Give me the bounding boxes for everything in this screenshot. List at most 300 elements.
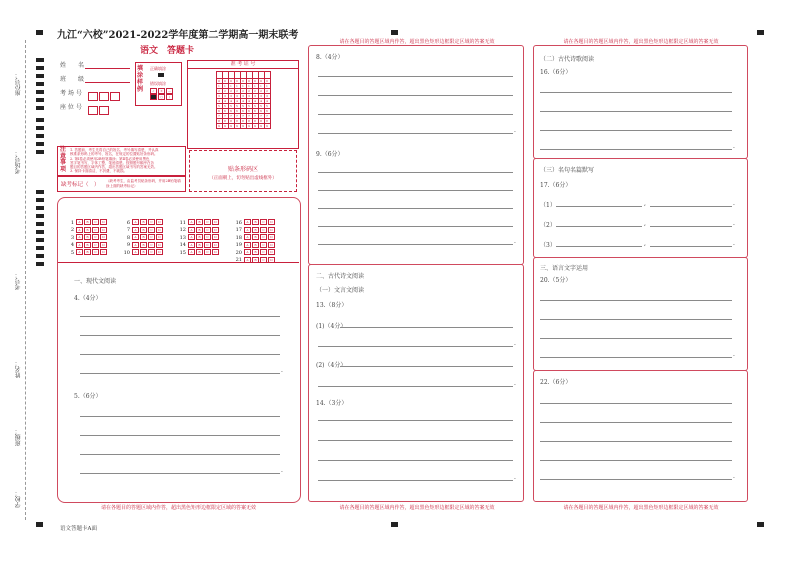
- answer-line[interactable]: [540, 403, 732, 404]
- mc-option-bubble[interactable]: D: [100, 227, 107, 233]
- q9-label: 9.（6分）: [316, 151, 344, 158]
- mc-option-bubble[interactable]: D: [268, 257, 275, 263]
- answer-line[interactable]: [540, 300, 732, 301]
- line-end-period: .: [514, 380, 516, 387]
- mc-question-row[interactable]: [234, 227, 276, 234]
- q13-1-label: (1)（4分）: [316, 323, 347, 330]
- mc-option-bubble[interactable]: C: [92, 242, 99, 248]
- blank-period: .: [733, 200, 735, 207]
- mc-option-bubble[interactable]: A: [188, 249, 195, 255]
- ticket-digit-bubble[interactable]: 6: [258, 109, 264, 114]
- mc-option-bubble[interactable]: A: [76, 219, 83, 225]
- timing-mark: [36, 126, 44, 130]
- ticket-digit-bubble[interactable]: 8: [222, 119, 228, 124]
- mc-option-bubble[interactable]: D: [212, 249, 219, 255]
- footer-label: 语文答题卡A面: [60, 526, 97, 532]
- ticket-digit-bubble[interactable]: 2: [222, 89, 228, 94]
- ticket-digit-bubble[interactable]: 1: [246, 84, 252, 89]
- correct-fill-label: 正确填涂: [150, 66, 166, 71]
- class-label: 班级：: [15, 428, 22, 446]
- ticket-digit-bubble[interactable]: 6: [216, 109, 222, 114]
- ticket-digit-bubble[interactable]: 5: [216, 104, 222, 109]
- mc-divider: [58, 262, 299, 263]
- mc-option-bubble[interactable]: C: [260, 227, 267, 233]
- answer-line[interactable]: [318, 95, 513, 96]
- ticket-digit-bubble[interactable]: 7: [234, 114, 240, 119]
- answer-line[interactable]: [540, 149, 732, 150]
- mc-option-bubble[interactable]: C: [92, 234, 99, 240]
- ticket-digit-bubble[interactable]: 6: [228, 109, 234, 114]
- ticket-digit-bubble[interactable]: 7: [264, 114, 270, 119]
- wrong-fill-marks: ✓ ✕ — ○ /: [150, 88, 174, 100]
- ticket-digit-bubble[interactable]: 2: [258, 89, 264, 94]
- ticket-digit-bubble[interactable]: 7: [258, 114, 264, 119]
- ticket-digit-bubble[interactable]: 3: [258, 94, 264, 99]
- ticket-digit-bubble[interactable]: 0: [234, 79, 240, 84]
- ticket-digit-bubble[interactable]: 5: [258, 104, 264, 109]
- answer-line[interactable]: [650, 226, 732, 227]
- mc-option-bubble[interactable]: A: [132, 242, 139, 248]
- answer-line[interactable]: [540, 338, 732, 339]
- ticket-digit-bubble[interactable]: 1: [222, 84, 228, 89]
- blank-period: .: [733, 220, 735, 227]
- ticket-digit-bubble[interactable]: 0: [246, 79, 252, 84]
- notes-line: 题目的答题区域内作答，超出答题区域书写的答案无效。: [70, 165, 158, 170]
- mc-option-bubble[interactable]: C: [148, 249, 155, 255]
- ticket-digit-bubble[interactable]: 1: [252, 84, 258, 89]
- mc-question-row[interactable]: [178, 234, 220, 241]
- ticket-digit-bubble[interactable]: 8: [234, 119, 240, 124]
- q14-label: 14.（3分）: [316, 400, 348, 407]
- answer-line[interactable]: [80, 454, 280, 455]
- ticket-digit-bubble[interactable]: 2: [228, 89, 234, 94]
- ticket-digit-bubble[interactable]: 7: [240, 114, 246, 119]
- mc-option-bubble[interactable]: D: [268, 219, 275, 225]
- ticket-digit-bubble[interactable]: 7: [228, 114, 234, 119]
- ticket-digit-bubble[interactable]: 7: [246, 114, 252, 119]
- timing-mark: [36, 142, 44, 146]
- ticket-digit-bubble[interactable]: 8: [228, 119, 234, 124]
- answer-line[interactable]: [540, 479, 732, 480]
- answer-line[interactable]: [318, 244, 513, 245]
- answer-line[interactable]: [318, 114, 513, 115]
- mc-option-bubble[interactable]: B: [196, 227, 203, 233]
- ticket-digit-bubble[interactable]: 2: [240, 89, 246, 94]
- ticket-digit-bubble[interactable]: 7: [252, 114, 258, 119]
- ticket-digit-bubble[interactable]: 0: [240, 79, 246, 84]
- mc-question-number: 11: [179, 219, 186, 226]
- answer-line[interactable]: [318, 420, 513, 421]
- mc-option-bubble[interactable]: D: [268, 242, 275, 248]
- notes-text: [70, 148, 158, 174]
- ticket-digit-bubble[interactable]: 8: [246, 119, 252, 124]
- ticket-number-label: 准 考 证 号: [188, 61, 298, 69]
- mc-question-row[interactable]: [234, 219, 276, 226]
- timing-mark: [36, 106, 44, 110]
- mc-option-bubble[interactable]: B: [196, 234, 203, 240]
- mc-option-bubble[interactable]: C: [148, 234, 155, 240]
- ticket-digit-bubble[interactable]: 8: [240, 119, 246, 124]
- answer-line[interactable]: [318, 226, 513, 227]
- ticket-digit-bubble[interactable]: 1: [258, 84, 264, 89]
- answer-line[interactable]: [540, 357, 732, 358]
- mc-option-bubble[interactable]: A: [76, 234, 83, 240]
- ticket-digit-bubble[interactable]: 9: [246, 124, 252, 129]
- ticket-digit-bubble[interactable]: 6: [240, 109, 246, 114]
- mc-option-bubble[interactable]: A: [188, 227, 195, 233]
- ticket-digit-bubble[interactable]: 3: [240, 94, 246, 99]
- notes-line: 1. 答题前，考生先将自己的姓名、考号填写清楚，并认真: [70, 148, 159, 152]
- ticket-digit-bubble[interactable]: 0: [252, 79, 258, 84]
- ticket-digit-bubble[interactable]: 0: [258, 79, 264, 84]
- ticket-digit-bubble[interactable]: 2: [234, 89, 240, 94]
- corner-marker-top-middle: [391, 30, 398, 35]
- mc-question-row[interactable]: [234, 242, 276, 249]
- mc-option-bubble[interactable]: C: [92, 227, 99, 233]
- ticket-digit-bubble[interactable]: 5: [264, 104, 270, 109]
- ticket-digit-bubble[interactable]: 4: [246, 99, 252, 104]
- ticket-digit-bubble[interactable]: 6: [234, 109, 240, 114]
- mc-question-row[interactable]: [178, 227, 220, 234]
- ticket-digit-bubble[interactable]: 9: [222, 124, 228, 129]
- line-end-period: .: [514, 238, 516, 245]
- mc-option-bubble[interactable]: A: [244, 234, 251, 240]
- mc-option-bubble[interactable]: B: [252, 234, 259, 240]
- mc-option-bubble[interactable]: D: [212, 234, 219, 240]
- mc-option-bubble[interactable]: C: [92, 219, 99, 225]
- mc-option-bubble[interactable]: D: [156, 234, 163, 240]
- mc-option-bubble[interactable]: C: [260, 249, 267, 255]
- ticket-digit-bubble[interactable]: 8: [216, 119, 222, 124]
- ticket-digit-bubble[interactable]: 9: [216, 124, 222, 129]
- mc-option-bubble[interactable]: A: [244, 249, 251, 255]
- mc-option-bubble[interactable]: D: [156, 227, 163, 233]
- info-seat-label: 座 位 号: [60, 104, 82, 111]
- timing-mark: [36, 58, 44, 62]
- mc-question-row[interactable]: [234, 234, 276, 241]
- blank1-label: （1）: [540, 202, 556, 209]
- ticket-digit-bubble[interactable]: 4: [216, 99, 222, 104]
- ticket-digit-bubble[interactable]: 2: [264, 89, 270, 94]
- mc-option-bubble[interactable]: D: [100, 242, 107, 248]
- mc-option-bubble[interactable]: B: [252, 242, 259, 248]
- mc-option-bubble[interactable]: B: [84, 219, 91, 225]
- ticket-digit-bubble[interactable]: 4: [252, 99, 258, 104]
- mc-option-bubble[interactable]: A: [188, 234, 195, 240]
- ticket-digit-bubble[interactable]: 3: [246, 94, 252, 99]
- ticket-digit-bubble[interactable]: 3: [222, 94, 228, 99]
- exam-room-label: 考场号：: [15, 150, 22, 174]
- mc-option-bubble[interactable]: D: [212, 219, 219, 225]
- subject-title: 语文 答题卡: [140, 46, 195, 56]
- answer-line[interactable]: [80, 473, 280, 474]
- answer-line[interactable]: [318, 440, 513, 441]
- ticket-digit-table[interactable]: [216, 71, 271, 129]
- ticket-digit-bubble[interactable]: 9: [252, 124, 258, 129]
- ticket-digit-bubble[interactable]: 9: [264, 124, 270, 129]
- ticket-digit-bubble[interactable]: 5: [234, 104, 240, 109]
- mc-option-bubble[interactable]: A: [244, 257, 251, 263]
- q4-label: 4.（4分）: [74, 295, 102, 302]
- mc-option-bubble[interactable]: D: [100, 234, 107, 240]
- ticket-digit-bubble[interactable]: 1: [240, 84, 246, 89]
- mc-question-number: 1: [70, 219, 74, 226]
- ticket-digit-bubble[interactable]: 3: [228, 94, 234, 99]
- ticket-digit-bubble[interactable]: 2: [216, 89, 222, 94]
- answer-line[interactable]: [80, 373, 280, 374]
- ticket-digit-bubble[interactable]: 9: [234, 124, 240, 129]
- answer-line[interactable]: [80, 316, 280, 317]
- mc-option-bubble[interactable]: D: [268, 227, 275, 233]
- col2-bottom-warning: 请在各题目的答题区域内作答，超出黑色矩形边框限定区域的答案无效: [339, 505, 495, 511]
- blank-comma: ,: [644, 200, 646, 207]
- ticket-digit-bubble[interactable]: 8: [264, 119, 270, 124]
- mc-option-bubble[interactable]: B: [84, 242, 91, 248]
- mc-question-row[interactable]: [234, 249, 276, 256]
- answer-line[interactable]: [650, 246, 732, 247]
- ticket-digit-bubble[interactable]: 0: [228, 79, 234, 84]
- answer-line[interactable]: [540, 111, 732, 112]
- answer-line[interactable]: [318, 208, 513, 209]
- ticket-digit-bubble[interactable]: 8: [252, 119, 258, 124]
- answer-line[interactable]: [80, 435, 280, 436]
- mc-question-number: 5: [70, 249, 74, 256]
- ticket-digit-bubble[interactable]: 3: [234, 94, 240, 99]
- answer-line[interactable]: [540, 422, 732, 423]
- ticket-digit-bubble[interactable]: 7: [216, 114, 222, 119]
- mc-option-bubble[interactable]: D: [156, 249, 163, 255]
- ticket-digit-bubble[interactable]: 3: [216, 94, 222, 99]
- answer-line[interactable]: [318, 346, 513, 347]
- mc-option-bubble[interactable]: B: [84, 249, 91, 255]
- mc-option-bubble[interactable]: A: [132, 219, 139, 225]
- mc-question-row[interactable]: [122, 227, 164, 234]
- mc-option-bubble[interactable]: B: [252, 227, 259, 233]
- answer-line[interactable]: [556, 206, 642, 207]
- mc-option-bubble[interactable]: D: [212, 227, 219, 233]
- answer-line[interactable]: [318, 386, 513, 387]
- line-end-period: .: [281, 467, 283, 474]
- mc-question-row[interactable]: [122, 219, 164, 226]
- answer-line[interactable]: [650, 206, 732, 207]
- mc-option-bubble[interactable]: B: [196, 249, 203, 255]
- ticket-digit-bubble[interactable]: 5: [246, 104, 252, 109]
- ticket-digit-bubble[interactable]: 4: [222, 99, 228, 104]
- ticket-digit-bubble[interactable]: 4: [228, 99, 234, 104]
- mc-option-bubble[interactable]: A: [244, 242, 251, 248]
- answer-line[interactable]: [80, 354, 280, 355]
- answer-line[interactable]: [340, 327, 513, 328]
- mc-option-bubble[interactable]: B: [140, 234, 147, 240]
- ticket-digit-bubble[interactable]: 5: [228, 104, 234, 109]
- mc-option-bubble[interactable]: C: [260, 257, 267, 263]
- mc-option-bubble[interactable]: C: [260, 219, 267, 225]
- mc-question-row[interactable]: [122, 234, 164, 241]
- answer-line[interactable]: [80, 335, 280, 336]
- ticket-digit-bubble[interactable]: 1: [234, 84, 240, 89]
- answer-line[interactable]: [540, 92, 732, 93]
- answer-line[interactable]: [540, 441, 732, 442]
- ticket-digit-bubble[interactable]: 0: [264, 79, 270, 84]
- ticket-digit-bubble[interactable]: 3: [264, 94, 270, 99]
- ticket-number-grid[interactable]: [187, 60, 299, 149]
- mc-option-bubble[interactable]: A: [132, 234, 139, 240]
- seat-boxes[interactable]: [88, 100, 110, 119]
- ticket-digit-bubble[interactable]: 7: [222, 114, 228, 119]
- answer-line[interactable]: [318, 480, 513, 481]
- mc-question-row[interactable]: [178, 242, 220, 249]
- sub1-label: （一）文言文阅读: [316, 287, 365, 294]
- mc-option-bubble[interactable]: B: [140, 227, 147, 233]
- timing-mark: [36, 230, 44, 234]
- missing-exam-label[interactable]: 缺考标记（ ）: [61, 182, 100, 188]
- mc-option-bubble[interactable]: B: [196, 242, 203, 248]
- mc-question-row[interactable]: [66, 242, 108, 249]
- timing-mark: [36, 238, 44, 242]
- mc-option-bubble[interactable]: A: [76, 227, 83, 233]
- mc-question-row[interactable]: [66, 227, 108, 234]
- mc-option-bubble[interactable]: D: [212, 242, 219, 248]
- answer-line[interactable]: [540, 460, 732, 461]
- mc-option-bubble[interactable]: C: [148, 219, 155, 225]
- ticket-digit-bubble[interactable]: 5: [222, 104, 228, 109]
- ticket-digit-bubble[interactable]: 5: [240, 104, 246, 109]
- answer-line[interactable]: [556, 246, 642, 247]
- mc-question-row[interactable]: [66, 249, 108, 256]
- notes-line: 签字笔书写，字体工整，笔迹清楚。按照题号顺序在各: [70, 160, 154, 165]
- mc-option-bubble[interactable]: B: [252, 249, 259, 255]
- mc-option-bubble[interactable]: C: [148, 227, 155, 233]
- ticket-digit-bubble[interactable]: 4: [234, 99, 240, 104]
- ticket-digit-bubble[interactable]: 4: [264, 99, 270, 104]
- mc-question-number: 10: [123, 249, 130, 256]
- mc-option-bubble[interactable]: D: [156, 242, 163, 248]
- ticket-digit-bubble[interactable]: 4: [240, 99, 246, 104]
- answer-line[interactable]: [80, 416, 280, 417]
- ticket-entry-cell[interactable]: [264, 72, 270, 79]
- mc-option-bubble[interactable]: C: [204, 219, 211, 225]
- corner-marker-bottom-right: [757, 522, 764, 527]
- mc-question-row[interactable]: [66, 234, 108, 241]
- mc-option-bubble[interactable]: D: [268, 249, 275, 255]
- ticket-digit-bubble[interactable]: 1: [216, 84, 222, 89]
- mc-question-row[interactable]: [122, 249, 164, 256]
- mc-option-bubble[interactable]: B: [84, 227, 91, 233]
- mc-option-bubble[interactable]: C: [260, 242, 267, 248]
- mc-question-number: 7: [126, 227, 130, 233]
- mc-option-bubble[interactable]: B: [84, 234, 91, 240]
- ticket-digit-bubble[interactable]: 8: [258, 119, 264, 124]
- ticket-digit-bubble[interactable]: 0: [216, 79, 222, 84]
- mc-option-bubble[interactable]: A: [188, 242, 195, 248]
- mc-option-bubble[interactable]: A: [132, 227, 139, 233]
- mc-option-bubble[interactable]: B: [140, 242, 147, 248]
- mc-option-bubble[interactable]: D: [100, 249, 107, 255]
- sub2-label: （二）古代诗歌阅读: [540, 56, 595, 63]
- mc-option-bubble[interactable]: A: [188, 219, 195, 225]
- ticket-digit-bubble[interactable]: 6: [222, 109, 228, 114]
- mc-option-bubble[interactable]: D: [268, 234, 275, 240]
- mc-question-row[interactable]: [178, 249, 220, 256]
- mc-option-bubble[interactable]: D: [100, 219, 107, 225]
- blank-period: .: [733, 240, 735, 247]
- ticket-digit-bubble[interactable]: 1: [228, 84, 234, 89]
- mc-option-bubble[interactable]: C: [148, 242, 155, 248]
- col3-top-warning: 请在各题目的答题区域内作答，超出黑色矩形边框限定区域的答案无效: [563, 39, 719, 45]
- mc-option-bubble[interactable]: B: [252, 219, 259, 225]
- missing-exam-box: [57, 176, 186, 192]
- ticket-digit-bubble[interactable]: 1: [264, 84, 270, 89]
- mc-option-bubble[interactable]: C: [260, 234, 267, 240]
- mc-option-bubble[interactable]: D: [156, 219, 163, 225]
- answer-line[interactable]: [540, 130, 732, 131]
- line-end-period: .: [281, 367, 283, 374]
- ticket-digit-bubble[interactable]: 6: [264, 109, 270, 114]
- ticket-digit-bubble[interactable]: 4: [258, 99, 264, 104]
- ticket-digit-bubble[interactable]: 9: [228, 124, 234, 129]
- ticket-digit-bubble[interactable]: 5: [252, 104, 258, 109]
- mc-option-bubble[interactable]: B: [140, 219, 147, 225]
- timing-mark: [36, 246, 44, 250]
- q22-label: 22.（6分）: [540, 379, 572, 386]
- mc-option-bubble[interactable]: A: [244, 227, 251, 233]
- mc-option-bubble[interactable]: C: [92, 249, 99, 255]
- answer-line[interactable]: [318, 76, 513, 77]
- answer-line[interactable]: [318, 133, 513, 134]
- mc-question-number: 12: [179, 227, 186, 233]
- answer-line[interactable]: [318, 172, 513, 173]
- timing-mark: [36, 222, 44, 226]
- timing-mark: [36, 90, 44, 94]
- ticket-digit-bubble[interactable]: 6: [246, 109, 252, 114]
- answer-line[interactable]: [340, 366, 513, 367]
- mc-option-bubble[interactable]: C: [204, 242, 211, 248]
- barcode-sub: （正面朝上，切勿贴出虚线框外）: [209, 176, 277, 181]
- ticket-digit-bubble[interactable]: 6: [252, 109, 258, 114]
- answer-line[interactable]: [556, 226, 642, 227]
- blank-comma: ,: [644, 240, 646, 247]
- mc-option-bubble[interactable]: B: [252, 257, 259, 263]
- notes-line: 3. 保持卡面清洁，不折叠，不破损。: [70, 169, 127, 174]
- ticket-digit-bubble[interactable]: 9: [258, 124, 264, 129]
- answer-line[interactable]: [318, 460, 513, 461]
- ticket-digit-bubble[interactable]: 0: [222, 79, 228, 84]
- mc-option-bubble[interactable]: A: [132, 249, 139, 255]
- wrong-fill-label: 错误填涂: [150, 81, 166, 86]
- mc-option-bubble[interactable]: C: [204, 234, 211, 240]
- ticket-digit-bubble[interactable]: 3: [252, 94, 258, 99]
- answer-line[interactable]: [318, 190, 513, 191]
- mc-option-bubble[interactable]: C: [204, 227, 211, 233]
- student-number-label: 考号：: [15, 272, 22, 290]
- mc-option-bubble[interactable]: A: [76, 242, 83, 248]
- mc-question-row[interactable]: [178, 219, 220, 226]
- mc-option-bubble[interactable]: B: [140, 249, 147, 255]
- timing-mark: [36, 190, 44, 194]
- mc-question-row[interactable]: [122, 242, 164, 249]
- mc-question-row[interactable]: [66, 219, 108, 226]
- mc-option-bubble[interactable]: A: [76, 249, 83, 255]
- ticket-digit-bubble[interactable]: 2: [252, 89, 258, 94]
- mc-option-bubble[interactable]: A: [244, 219, 251, 225]
- ticket-digit-bubble[interactable]: 9: [240, 124, 246, 129]
- mc-option-bubble[interactable]: C: [204, 249, 211, 255]
- mc-option-bubble[interactable]: B: [196, 219, 203, 225]
- ticket-digit-bubble[interactable]: 2: [246, 89, 252, 94]
- answer-line[interactable]: [540, 319, 732, 320]
- timing-mark: [36, 262, 44, 266]
- q20-label: 20.（5分）: [540, 277, 572, 284]
